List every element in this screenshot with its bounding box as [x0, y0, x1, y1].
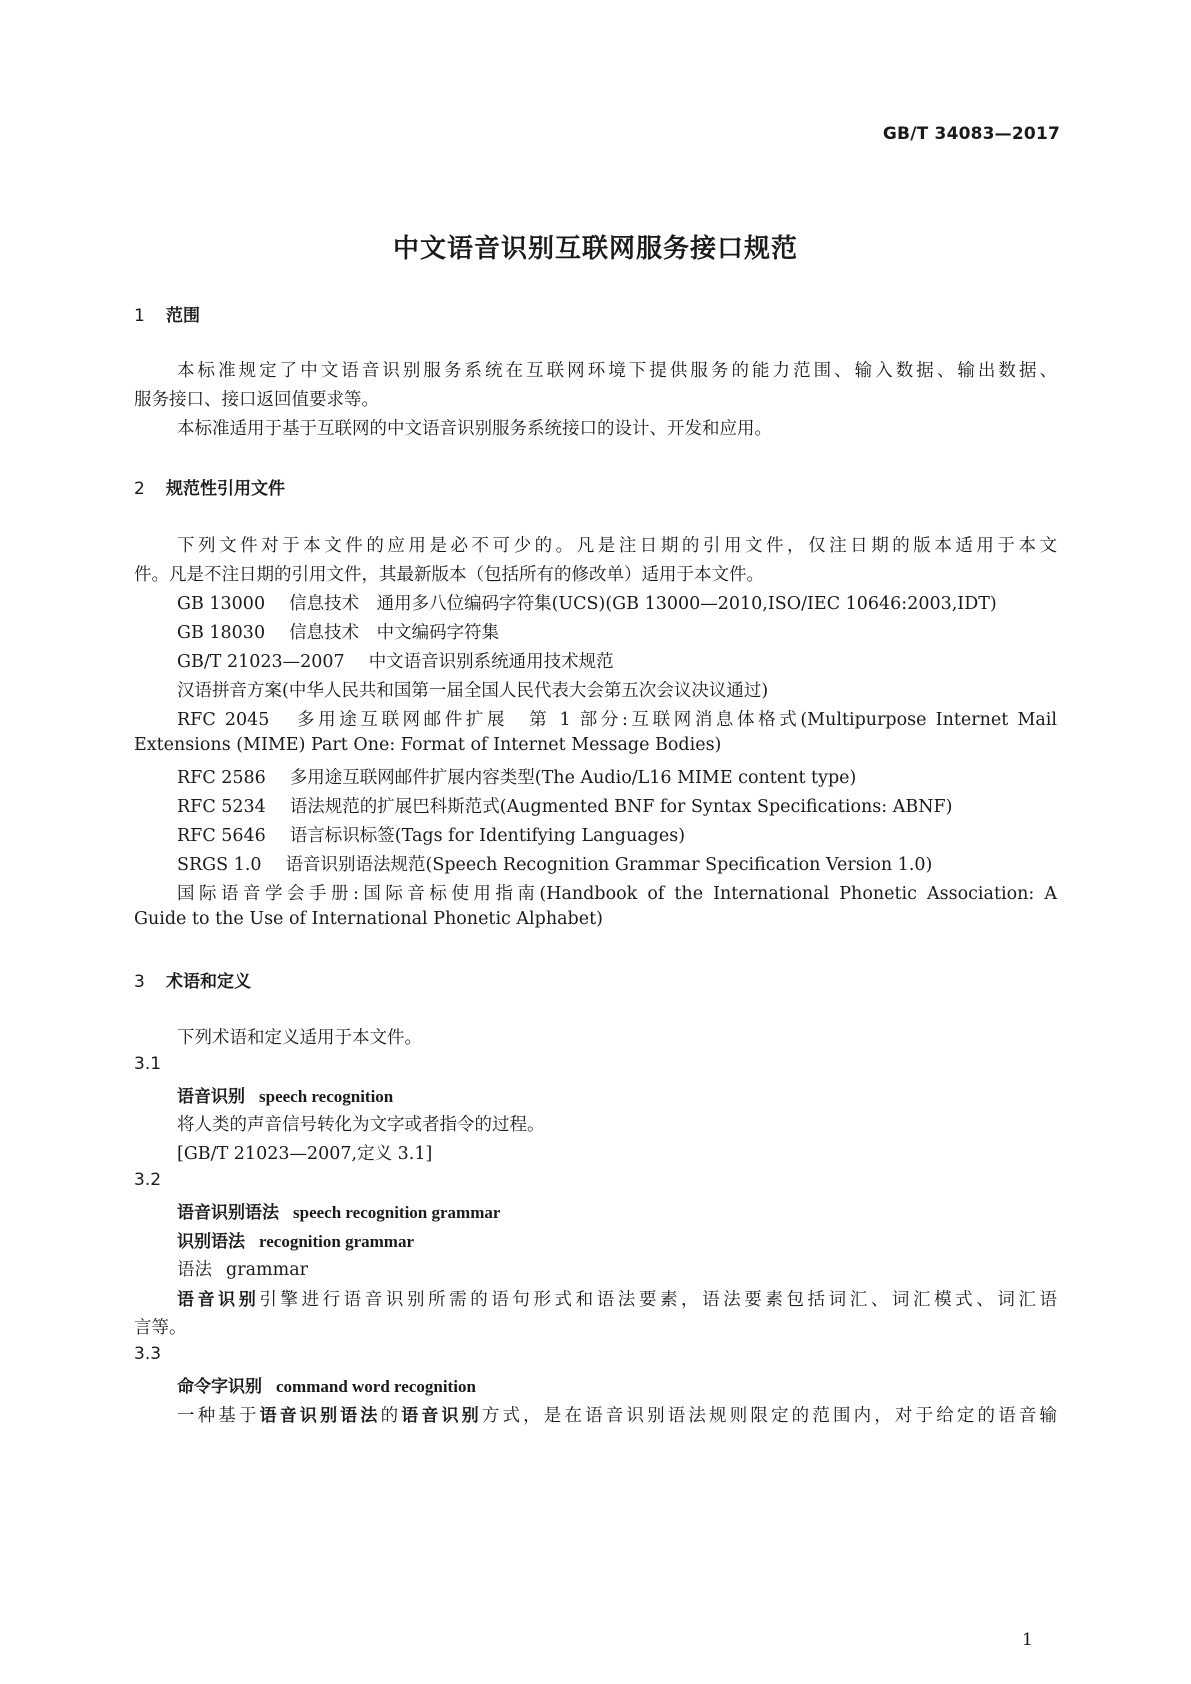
term-zh: 命令字识别: [177, 1377, 262, 1397]
reference-code: RFC 5646: [177, 826, 266, 846]
reference-item: 汉语拼音方案(中华人民共和国第一届全国人民代表大会第五次会议决议通过): [177, 681, 769, 701]
term-heading: [177, 1198, 500, 1223]
section-number: 2: [134, 479, 145, 499]
reference-item: [177, 851, 932, 876]
paragraph-line: 本标准适用于基于互联网的中文语音识别服务系统接口的设计、开发和应用。: [177, 419, 772, 439]
reference-title: 多用途互联网邮件扩展内容类型(The Audio/L16 MIME content type): [289, 768, 857, 788]
reference-title: 信息技术 中文编码字符集: [289, 623, 500, 643]
term-number: 3.2: [134, 1170, 162, 1190]
term-ref: 语音识别: [401, 1406, 482, 1426]
term-alt2-zh: 语法: [177, 1260, 212, 1280]
reference-continuation: Guide to the Use of International Phonetic Alphabet): [134, 909, 603, 929]
term-en: command word recognition: [276, 1377, 476, 1396]
reference-title: 信息技术 通用多八位编码字符集(UCS)(GB 13000—2010,ISO/IEC 10646:2003,IDT): [289, 594, 997, 614]
term-source: [GB/T 21023—2007,定义 3.1]: [177, 1144, 433, 1164]
term-definition: [177, 1401, 1057, 1427]
paragraph-line: 服务接口、接口返回值要求等。: [134, 390, 379, 410]
term-definition-continuation: 言等。: [134, 1318, 187, 1338]
section-2-heading: [134, 474, 285, 499]
reference-code: GB/T 21023—2007: [177, 652, 345, 672]
paragraph-line: 下列术语和定义适用于本文件。: [177, 1028, 422, 1048]
reference-item: [177, 619, 499, 644]
term-alt-heading: [177, 1227, 414, 1252]
reference-item: [177, 590, 997, 615]
reference-item: [177, 648, 614, 673]
term-definition: [177, 1285, 1057, 1311]
definition-text: 一种基于: [177, 1406, 260, 1426]
section-title: 范围: [166, 306, 200, 326]
definition-text: 方式，是在语音识别语法规则限定的范围内，对于给定的语音输: [481, 1406, 1058, 1426]
term-zh: 语音识别: [177, 1087, 245, 1107]
paragraph-line: 本标准规定了中文语音识别服务系统在互联网环境下提供服务的能力范围、输入数据、输出数据、: [177, 361, 1057, 381]
reference-item: [177, 706, 1057, 731]
reference-item: 国际语音学会手册:国际音标使用指南(Handbook of the International Phonetic Association: A: [177, 884, 1057, 904]
reference-code: RFC 2045: [177, 710, 270, 730]
term-number: 3.3: [134, 1344, 162, 1364]
definition-text: 引擎进行语音识别所需的语句形式和语法要素，语法要素包括词汇、词汇模式、词汇语: [259, 1290, 1057, 1310]
reference-code: GB 13000: [177, 594, 266, 614]
term-heading: [177, 1372, 476, 1397]
section-number: 1: [134, 306, 145, 326]
reference-item: [177, 793, 953, 818]
reference-code: GB 18030: [177, 623, 266, 643]
page-number: 1: [1022, 1630, 1033, 1650]
paragraph-line: 下列文件对于本文件的应用是必不可少的。凡是注日期的引用文件，仅注日期的版本适用于本文: [177, 536, 1057, 556]
section-number: 3: [134, 972, 145, 992]
term-heading: [177, 1082, 393, 1107]
section-title: 规范性引用文件: [166, 479, 285, 499]
reference-code: SRGS 1.0: [177, 855, 262, 875]
paragraph-line: 件。凡是不注日期的引用文件，其最新版本（包括所有的修改单）适用于本文件。: [134, 565, 764, 585]
term-en: speech recognition: [259, 1087, 394, 1106]
term-ref: 语音识别语法: [259, 1406, 381, 1426]
term-definition: 将人类的声音信号转化为文字或者指令的过程。: [177, 1115, 545, 1135]
document-title: 中文语音识别互联网服务接口规范: [392, 234, 798, 264]
term-ref: 语音识别: [177, 1290, 260, 1310]
term-alt-zh: 识别语法: [177, 1232, 245, 1252]
term-alt2-en: grammar: [226, 1260, 308, 1280]
reference-title: 多用途互联网邮件扩展 第 1 部分:互联网消息体格式(Multipurpose Internet Mail: [293, 710, 1057, 730]
reference-title: 语音识别语法规范(Speech Recognition Grammar Specification Version 1.0): [285, 855, 933, 875]
section-3-heading: [134, 967, 251, 992]
term-alt-en: recognition grammar: [259, 1232, 415, 1251]
term-alt2: [177, 1256, 308, 1281]
term-en: speech recognition grammar: [293, 1203, 501, 1222]
reference-continuation: Extensions (MIME) Part One: Format of Internet Message Bodies): [134, 735, 722, 755]
term-zh: 语音识别语法: [177, 1203, 279, 1223]
reference-title: 语言标识标签(Tags for Identifying Languages): [289, 826, 686, 846]
definition-text: 的: [380, 1406, 402, 1426]
reference-item: [177, 822, 685, 847]
standard-number: GB/T 34083—2017: [882, 124, 1060, 144]
reference-code: RFC 2586: [177, 768, 266, 788]
reference-item: [177, 764, 856, 789]
reference-code: RFC 5234: [177, 797, 266, 817]
reference-title: 语法规范的扩展巴科斯范式(Augmented BNF for Syntax Specifications: ABNF): [289, 797, 953, 817]
section-1-heading: [134, 301, 200, 326]
section-title: 术语和定义: [166, 972, 251, 992]
reference-title: 中文语音识别系统通用技术规范: [368, 652, 614, 672]
term-number: 3.1: [134, 1054, 162, 1074]
